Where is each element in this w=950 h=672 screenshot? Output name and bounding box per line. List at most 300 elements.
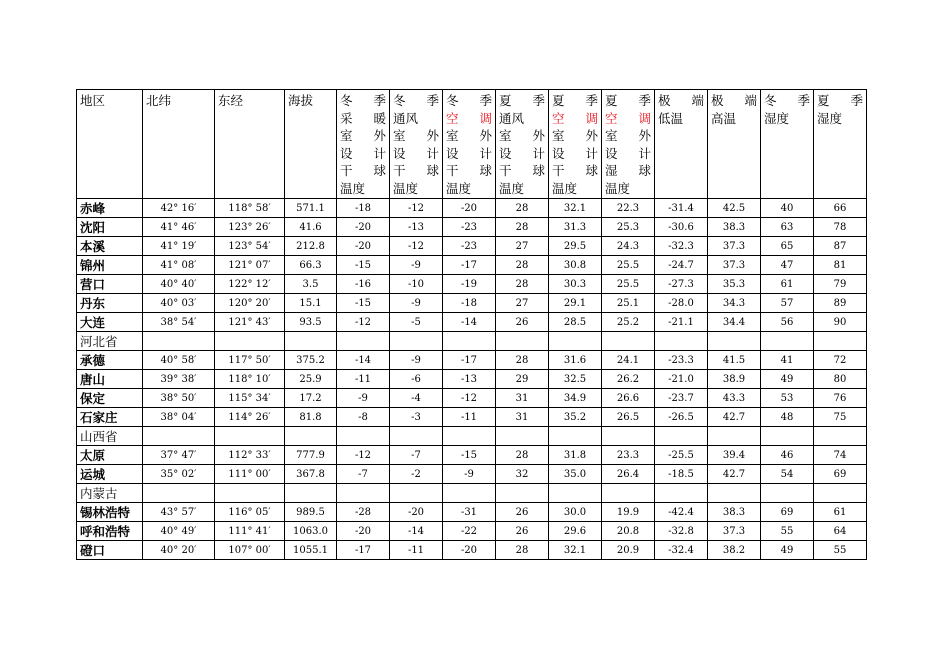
- province-row: [77, 332, 867, 351]
- column-header-line: 海拔: [288, 93, 314, 108]
- table-cell: 38° 50′: [143, 389, 215, 408]
- column-header: [285, 90, 337, 199]
- province-name: 内蒙古: [77, 484, 143, 503]
- table-cell: 123° 54′: [215, 237, 285, 256]
- table-row: [77, 256, 867, 275]
- table-cell: -20: [337, 522, 390, 541]
- column-header: [337, 90, 390, 199]
- table-cell: -7: [337, 465, 390, 484]
- table-row: [77, 351, 867, 370]
- table-row: [77, 313, 867, 332]
- table-cell: 40° 40′: [143, 275, 215, 294]
- table-cell: 37° 47′: [143, 446, 215, 465]
- table-cell: 28: [496, 541, 549, 560]
- column-header-line: 干 球: [340, 163, 386, 178]
- table-cell: 43.3: [708, 389, 761, 408]
- table-cell: 31.8: [549, 446, 602, 465]
- table-cell: [708, 332, 761, 351]
- table-cell: -15: [443, 446, 496, 465]
- table-cell: 65: [761, 237, 814, 256]
- column-header-line: 冬 季: [393, 93, 439, 108]
- table-cell: [443, 427, 496, 446]
- column-header-line: 夏 季: [605, 93, 651, 108]
- region-name: 锡林浩特: [77, 503, 143, 522]
- table-cell: [602, 332, 655, 351]
- table-cell: 26.4: [602, 465, 655, 484]
- table-cell: 32.5: [549, 370, 602, 389]
- column-header: [77, 90, 143, 199]
- table-cell: -12: [337, 313, 390, 332]
- province-name: 河北省: [77, 332, 143, 351]
- table-cell: 28: [496, 446, 549, 465]
- table-cell: [215, 332, 285, 351]
- table-cell: 38.2: [708, 541, 761, 560]
- climate-design-table: [76, 89, 867, 560]
- table-cell: [814, 484, 867, 503]
- table-cell: -9: [390, 351, 443, 370]
- table-cell: 39.4: [708, 446, 761, 465]
- table-cell: 64: [814, 522, 867, 541]
- column-header-line: 空 调: [552, 110, 598, 126]
- table-cell: 118° 58′: [215, 199, 285, 218]
- table-cell: 117° 50′: [215, 351, 285, 370]
- table-cell: 111° 00′: [215, 465, 285, 484]
- table-cell: 43° 57′: [143, 503, 215, 522]
- table-cell: [215, 427, 285, 446]
- column-header-line: 设 计: [552, 145, 598, 161]
- region-name: 唐山: [77, 370, 143, 389]
- table-cell: 24.1: [602, 351, 655, 370]
- table-cell: 32.1: [549, 541, 602, 560]
- table-cell: 31: [496, 408, 549, 427]
- table-cell: [337, 484, 390, 503]
- table-cell: 375.2: [285, 351, 337, 370]
- table-cell: 35.0: [549, 465, 602, 484]
- column-header-line: 设 计: [446, 145, 492, 161]
- column-header-line: 夏 季: [499, 93, 545, 108]
- column-header-line: 干 球: [499, 163, 545, 178]
- table-cell: -10: [390, 275, 443, 294]
- table-cell: 72: [814, 351, 867, 370]
- table-cell: 74: [814, 446, 867, 465]
- table-cell: 42.5: [708, 199, 761, 218]
- region-name: 锦州: [77, 256, 143, 275]
- table-cell: 47: [761, 256, 814, 275]
- table-cell: 66.3: [285, 256, 337, 275]
- table-cell: 69: [761, 503, 814, 522]
- table-cell: 40° 49′: [143, 522, 215, 541]
- table-cell: 24.3: [602, 237, 655, 256]
- table-cell: 40° 58′: [143, 351, 215, 370]
- table-cell: -32.4: [655, 541, 708, 560]
- column-header: [390, 90, 443, 199]
- table-cell: -18.5: [655, 465, 708, 484]
- table-cell: [814, 427, 867, 446]
- table-cell: 81.8: [285, 408, 337, 427]
- column-header-line: 干 球: [446, 163, 492, 178]
- table-row: [77, 294, 867, 313]
- table-cell: 49: [761, 541, 814, 560]
- table-cell: [443, 332, 496, 351]
- table-cell: -21.0: [655, 370, 708, 389]
- table-cell: 1063.0: [285, 522, 337, 541]
- table-cell: 39° 38′: [143, 370, 215, 389]
- table-row: [77, 408, 867, 427]
- table-cell: 89: [814, 294, 867, 313]
- table-cell: [285, 484, 337, 503]
- table-cell: -9: [443, 465, 496, 484]
- table-cell: -20: [443, 541, 496, 560]
- column-header-line: 高温: [711, 110, 737, 126]
- table-cell: 46: [761, 446, 814, 465]
- table-cell: 26: [496, 313, 549, 332]
- table-cell: 31: [496, 389, 549, 408]
- region-name: 沈阳: [77, 218, 143, 237]
- table-cell: 25.5: [602, 275, 655, 294]
- column-header-line: 温度: [393, 180, 419, 196]
- table-row: [77, 218, 867, 237]
- table-cell: 38° 54′: [143, 313, 215, 332]
- table-cell: -8: [337, 408, 390, 427]
- table-cell: 41° 19′: [143, 237, 215, 256]
- table-cell: 29.5: [549, 237, 602, 256]
- table-cell: 777.9: [285, 446, 337, 465]
- table-header-row: [77, 90, 867, 199]
- table-cell: 25.1: [602, 294, 655, 313]
- table-cell: 49: [761, 370, 814, 389]
- region-name: 呼和浩特: [77, 522, 143, 541]
- table-cell: [496, 427, 549, 446]
- column-header: [761, 90, 814, 199]
- table-cell: -23.7: [655, 389, 708, 408]
- table-cell: [215, 484, 285, 503]
- table-cell: 76: [814, 389, 867, 408]
- table-cell: 25.2: [602, 313, 655, 332]
- column-header-line: 温度: [605, 180, 631, 196]
- table-cell: [143, 427, 215, 446]
- table-cell: -3: [390, 408, 443, 427]
- table-cell: [708, 427, 761, 446]
- table-cell: 42° 16′: [143, 199, 215, 218]
- table-row: [77, 275, 867, 294]
- table-cell: 17.2: [285, 389, 337, 408]
- table-cell: 35.2: [549, 408, 602, 427]
- table-row: [77, 199, 867, 218]
- table-row: [77, 522, 867, 541]
- column-header-line: 湿度: [764, 110, 790, 126]
- table-cell: -13: [443, 370, 496, 389]
- column-header-line: 东经: [218, 93, 244, 108]
- column-header: [814, 90, 867, 199]
- table-cell: 40° 20′: [143, 541, 215, 560]
- table-cell: 29: [496, 370, 549, 389]
- column-header-line: 湿度: [817, 110, 843, 126]
- table-cell: [285, 427, 337, 446]
- column-header-line: 冬 季: [446, 93, 492, 108]
- region-name: 丹东: [77, 294, 143, 313]
- table-cell: 75: [814, 408, 867, 427]
- table-cell: 31.3: [549, 218, 602, 237]
- column-header-line: 室 外: [393, 128, 439, 143]
- table-cell: -12: [390, 199, 443, 218]
- table-cell: -15: [337, 256, 390, 275]
- table-cell: 121° 07′: [215, 256, 285, 275]
- table-cell: -9: [390, 294, 443, 313]
- table-cell: -16: [337, 275, 390, 294]
- column-header-line: 室 外: [499, 128, 545, 143]
- table-cell: -2: [390, 465, 443, 484]
- province-row: [77, 484, 867, 503]
- table-cell: 28: [496, 256, 549, 275]
- table-cell: 90: [814, 313, 867, 332]
- table-cell: -31.4: [655, 199, 708, 218]
- table-cell: 28: [496, 275, 549, 294]
- column-header: [143, 90, 215, 199]
- column-header-line: 设 计: [340, 145, 386, 161]
- table-cell: 26.5: [602, 408, 655, 427]
- region-name: 保定: [77, 389, 143, 408]
- table-cell: 25.9: [285, 370, 337, 389]
- table-cell: 57: [761, 294, 814, 313]
- table-cell: [814, 332, 867, 351]
- table-cell: 30.8: [549, 256, 602, 275]
- table-cell: 81: [814, 256, 867, 275]
- table-cell: 26.6: [602, 389, 655, 408]
- table-cell: [496, 484, 549, 503]
- table-cell: [549, 427, 602, 446]
- table-cell: 27: [496, 294, 549, 313]
- column-header-line: 设 计: [605, 145, 651, 161]
- table-cell: 53: [761, 389, 814, 408]
- table-cell: [761, 427, 814, 446]
- table-cell: 66: [814, 199, 867, 218]
- table-cell: 61: [761, 275, 814, 294]
- table-cell: 41° 46′: [143, 218, 215, 237]
- column-header-line: 极 端: [658, 93, 704, 108]
- column-header: [655, 90, 708, 199]
- table-cell: -24.7: [655, 256, 708, 275]
- column-header-line: 通风: [393, 110, 419, 126]
- table-cell: 28: [496, 199, 549, 218]
- column-header-line: 设 计: [393, 145, 439, 161]
- region-name: 太原: [77, 446, 143, 465]
- table-cell: -20: [337, 218, 390, 237]
- table-cell: -17: [337, 541, 390, 560]
- table-cell: 56: [761, 313, 814, 332]
- column-header-line: 温度: [499, 180, 525, 196]
- table-cell: -18: [443, 294, 496, 313]
- column-header-line: 低温: [658, 110, 684, 126]
- column-header-line: 通风: [499, 110, 525, 126]
- table-cell: 69: [814, 465, 867, 484]
- column-header: [215, 90, 285, 199]
- table-cell: 118° 10′: [215, 370, 285, 389]
- table-cell: 35° 02′: [143, 465, 215, 484]
- table-cell: -11: [337, 370, 390, 389]
- table-cell: 114° 26′: [215, 408, 285, 427]
- table-cell: -23: [443, 218, 496, 237]
- table-cell: -21.1: [655, 313, 708, 332]
- column-header-line: 冬 季: [340, 93, 386, 108]
- table-cell: 23.3: [602, 446, 655, 465]
- table-cell: [761, 484, 814, 503]
- column-header-line: 夏 季: [817, 93, 863, 108]
- table-cell: -9: [337, 389, 390, 408]
- table-cell: -20: [390, 503, 443, 522]
- table-cell: -32.8: [655, 522, 708, 541]
- table-row: [77, 465, 867, 484]
- table-cell: [143, 332, 215, 351]
- table-cell: 123° 26′: [215, 218, 285, 237]
- table-cell: 42.7: [708, 408, 761, 427]
- table-cell: -9: [390, 256, 443, 275]
- table-cell: 30.3: [549, 275, 602, 294]
- table-cell: 34.9: [549, 389, 602, 408]
- table-cell: 35.3: [708, 275, 761, 294]
- province-name: 山西省: [77, 427, 143, 446]
- table-cell: -17: [443, 256, 496, 275]
- table-row: [77, 389, 867, 408]
- table-cell: [708, 484, 761, 503]
- table-cell: -12: [443, 389, 496, 408]
- table-cell: 41: [761, 351, 814, 370]
- region-name: 承德: [77, 351, 143, 370]
- table-cell: 29.6: [549, 522, 602, 541]
- table-cell: 32.1: [549, 199, 602, 218]
- region-name: 大连: [77, 313, 143, 332]
- region-name: 磴口: [77, 541, 143, 560]
- column-header-line: 干 球: [552, 163, 598, 178]
- table-cell: -14: [390, 522, 443, 541]
- column-header-line: 夏 季: [552, 93, 598, 108]
- table-cell: -11: [443, 408, 496, 427]
- table-cell: [655, 332, 708, 351]
- table-cell: -32.3: [655, 237, 708, 256]
- table-cell: 28.5: [549, 313, 602, 332]
- table-cell: 41.6: [285, 218, 337, 237]
- table-cell: [602, 484, 655, 503]
- table-cell: -5: [390, 313, 443, 332]
- table-cell: 55: [814, 541, 867, 560]
- table-cell: 367.8: [285, 465, 337, 484]
- column-header-line: 温度: [446, 180, 472, 196]
- table-cell: -15: [337, 294, 390, 313]
- column-header: [496, 90, 549, 199]
- table-cell: 112° 33′: [215, 446, 285, 465]
- table-cell: 29.1: [549, 294, 602, 313]
- table-cell: 40° 03′: [143, 294, 215, 313]
- table-cell: 93.5: [285, 313, 337, 332]
- table-cell: [655, 427, 708, 446]
- table-cell: 19.9: [602, 503, 655, 522]
- table-cell: 111° 41′: [215, 522, 285, 541]
- column-header: [443, 90, 496, 199]
- table-cell: -19: [443, 275, 496, 294]
- column-header-line: 北纬: [146, 93, 172, 108]
- table-cell: [390, 332, 443, 351]
- table-cell: 34.4: [708, 313, 761, 332]
- table-cell: 48: [761, 408, 814, 427]
- table-cell: 61: [814, 503, 867, 522]
- table-cell: -26.5: [655, 408, 708, 427]
- table-row: [77, 370, 867, 389]
- table-cell: 122° 12′: [215, 275, 285, 294]
- table-cell: 41.5: [708, 351, 761, 370]
- column-header-line: 地区: [80, 93, 106, 108]
- table-cell: -12: [390, 237, 443, 256]
- table-cell: 1055.1: [285, 541, 337, 560]
- province-row: [77, 427, 867, 446]
- table-cell: [143, 484, 215, 503]
- table-cell: 115° 34′: [215, 389, 285, 408]
- column-header-line: 湿 球: [605, 163, 651, 178]
- column-header-line: 极 端: [711, 93, 757, 108]
- table-cell: 38.3: [708, 218, 761, 237]
- table-cell: -30.6: [655, 218, 708, 237]
- table-cell: -14: [337, 351, 390, 370]
- table-cell: 26: [496, 522, 549, 541]
- table-cell: 79: [814, 275, 867, 294]
- table-cell: 15.1: [285, 294, 337, 313]
- table-cell: [602, 427, 655, 446]
- table-cell: 107° 00′: [215, 541, 285, 560]
- table-cell: 20.8: [602, 522, 655, 541]
- region-name: 运城: [77, 465, 143, 484]
- table-cell: 25.5: [602, 256, 655, 275]
- table-cell: 28: [496, 351, 549, 370]
- region-name: 本溪: [77, 237, 143, 256]
- table-cell: [496, 332, 549, 351]
- table-cell: -28: [337, 503, 390, 522]
- table-cell: 989.5: [285, 503, 337, 522]
- table-cell: 37.3: [708, 237, 761, 256]
- table-cell: [390, 484, 443, 503]
- table-row: [77, 541, 867, 560]
- column-header-line: 空 调: [605, 110, 651, 126]
- table-cell: -42.4: [655, 503, 708, 522]
- column-header: [549, 90, 602, 199]
- table-cell: 30.0: [549, 503, 602, 522]
- column-header-line: 采 暖: [340, 110, 386, 126]
- table-cell: -4: [390, 389, 443, 408]
- table-cell: 22.3: [602, 199, 655, 218]
- table-cell: -27.3: [655, 275, 708, 294]
- table-cell: [655, 484, 708, 503]
- column-header-line: 室 外: [552, 128, 598, 143]
- table-body: [77, 199, 867, 560]
- table-cell: -6: [390, 370, 443, 389]
- table-cell: 28: [496, 218, 549, 237]
- region-name: 石家庄: [77, 408, 143, 427]
- table-cell: [285, 332, 337, 351]
- table-cell: [337, 332, 390, 351]
- region-name: 赤峰: [77, 199, 143, 218]
- column-header-line: 冬 季: [764, 93, 810, 108]
- table-cell: -28.0: [655, 294, 708, 313]
- column-header-line: 室 外: [605, 128, 651, 143]
- region-name: 营口: [77, 275, 143, 294]
- table-cell: [443, 484, 496, 503]
- table-cell: 54: [761, 465, 814, 484]
- table-cell: -31: [443, 503, 496, 522]
- table-cell: 3.5: [285, 275, 337, 294]
- table-cell: 78: [814, 218, 867, 237]
- table-cell: 20.9: [602, 541, 655, 560]
- table-cell: [390, 427, 443, 446]
- table-cell: 26.2: [602, 370, 655, 389]
- table-cell: 25.3: [602, 218, 655, 237]
- table-row: [77, 237, 867, 256]
